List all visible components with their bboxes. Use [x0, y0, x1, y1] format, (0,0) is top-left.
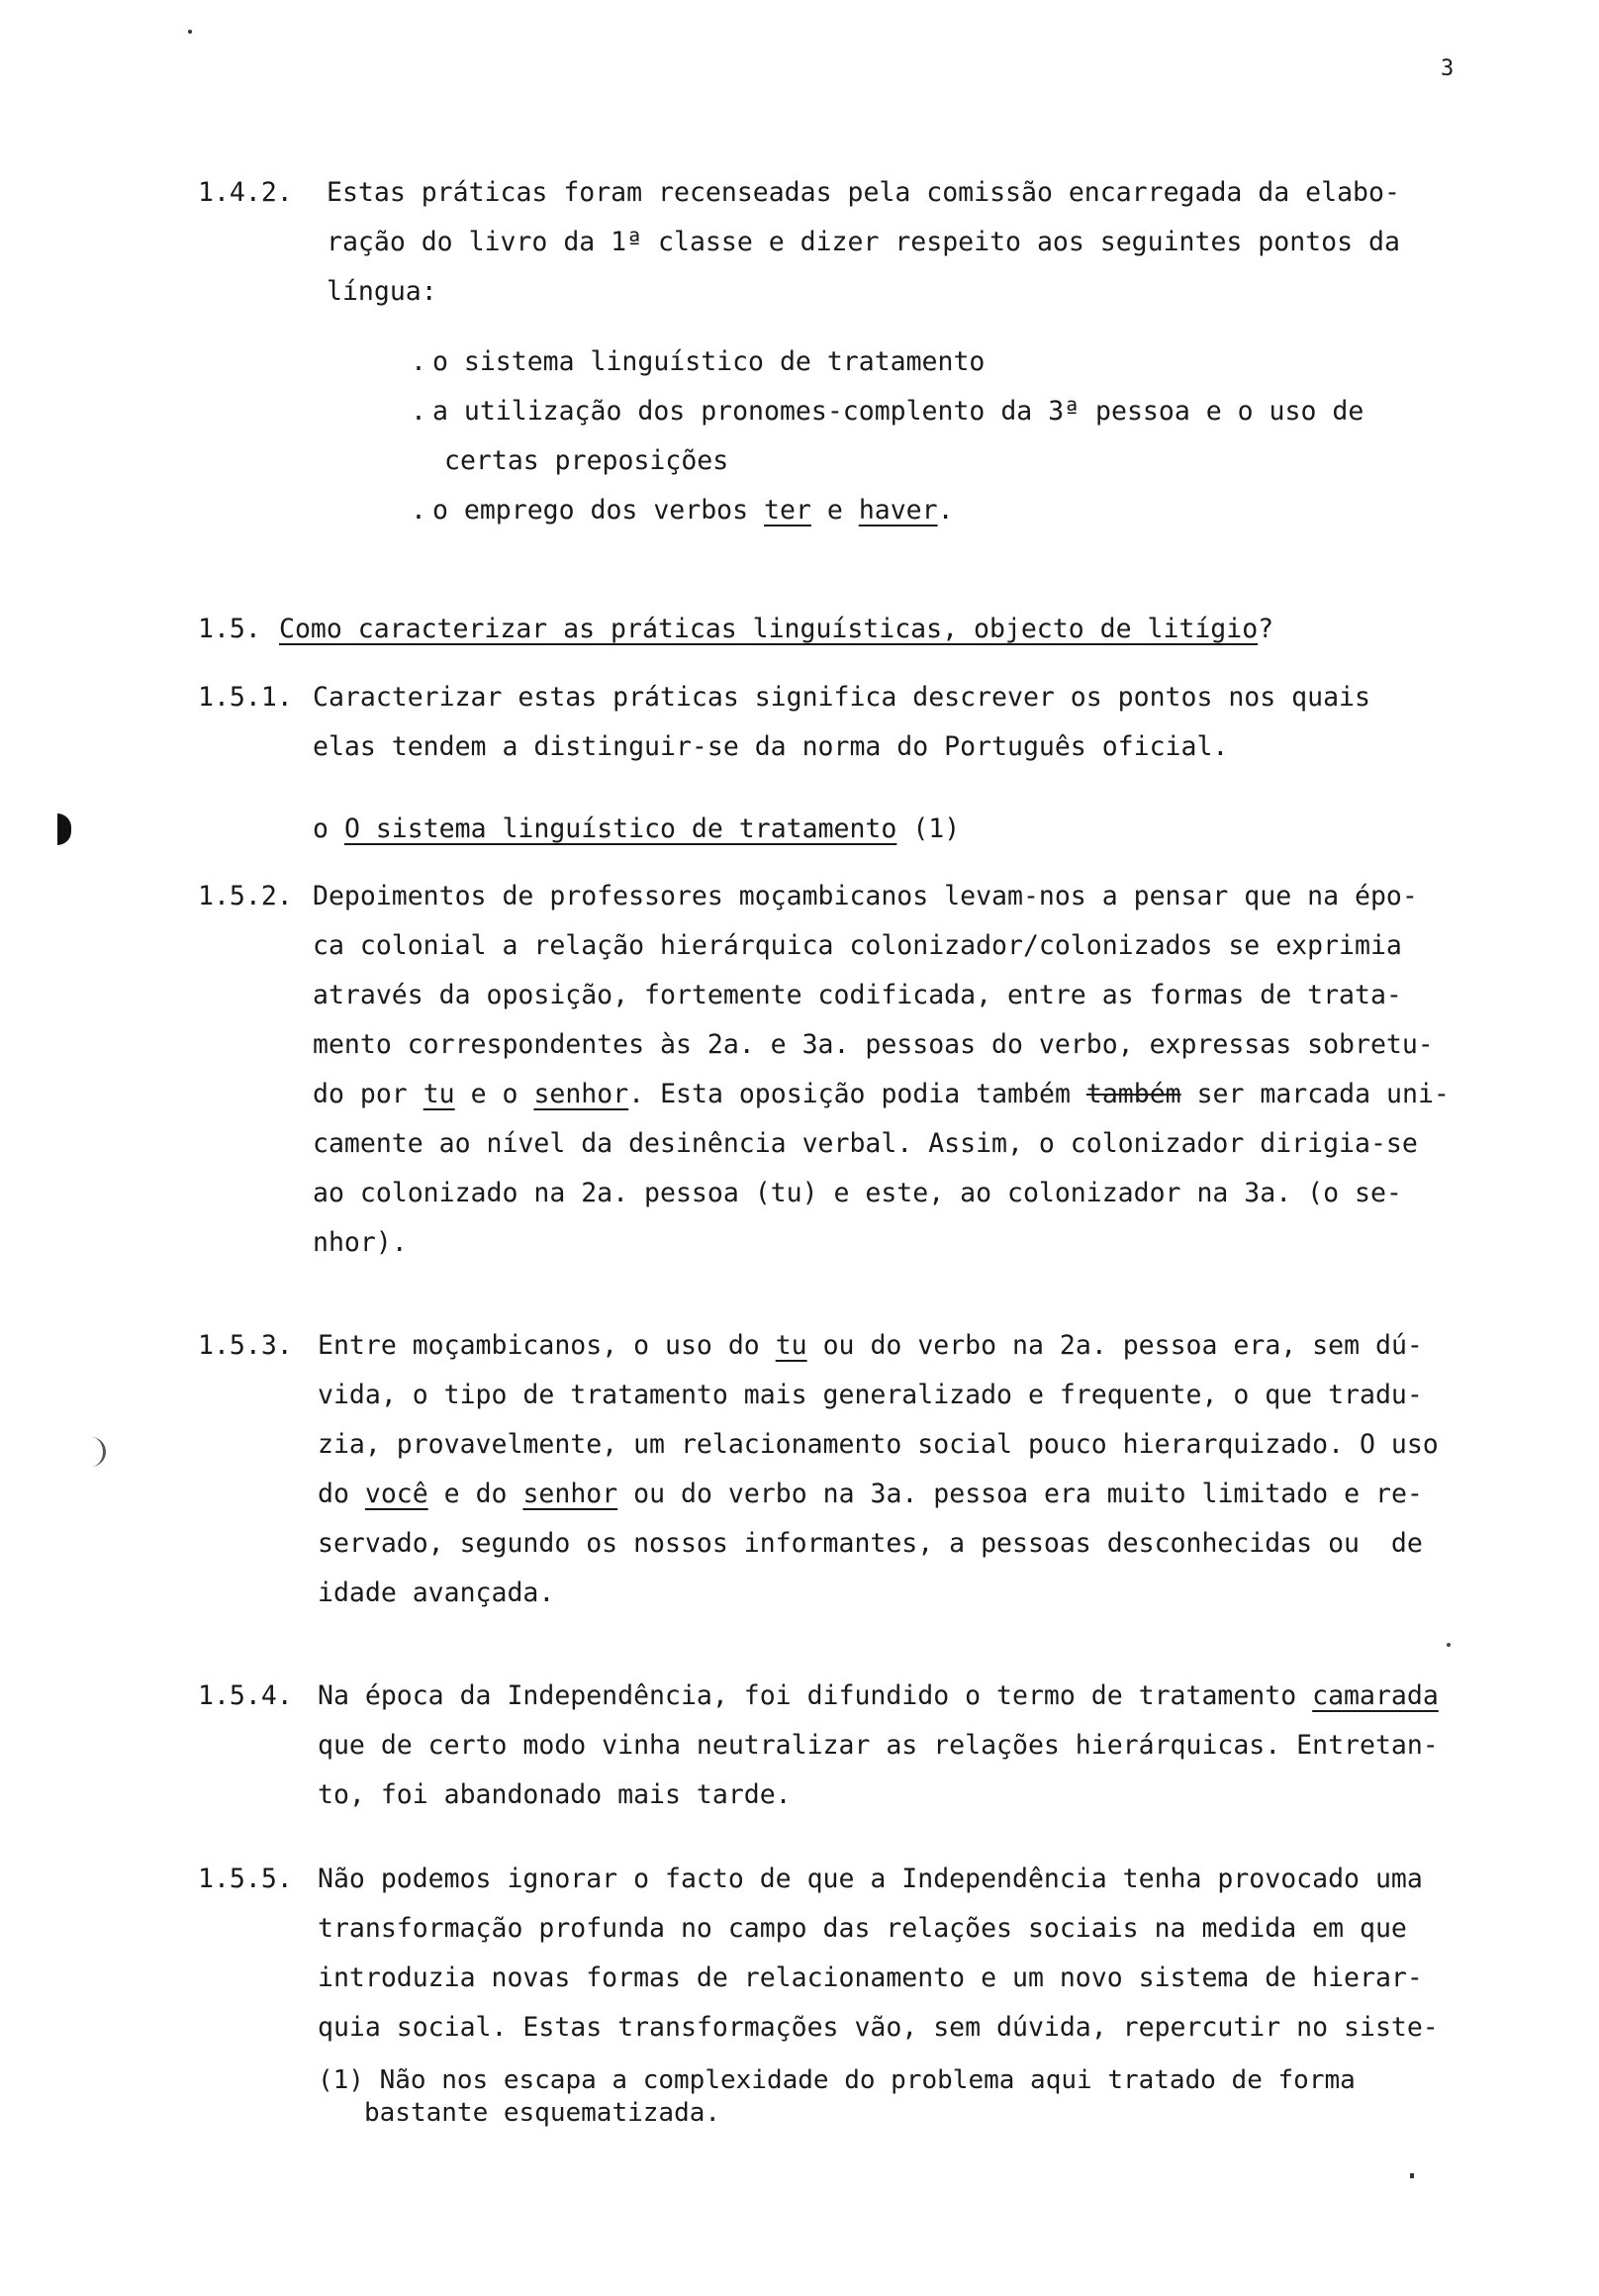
section-number: 1.5.3.	[198, 1330, 293, 1361]
footnote-line: bastante esquematizada.	[364, 2098, 721, 2128]
paragraph-line: camente ao nível da desinência verbal. Assim, o colonizador dirigia-se	[313, 1128, 1418, 1159]
paragraph-line: Caracterizar estas práticas significa descrever os pontos nos quais	[313, 682, 1370, 713]
subheading: o O sistema linguístico de tratamento (1)	[313, 813, 961, 844]
paragraph-line: ao colonizado na 2a. pessoa (tu) e este, ao colonizador na 3a. (o se-	[313, 1178, 1402, 1208]
section-heading: Como caracterizar as práticas linguísticas, objecto de litígio?	[279, 614, 1274, 644]
paragraph-line: Estas práticas foram recenseadas pela comissão encarregada da elabo-	[327, 177, 1400, 208]
section-number: 1.5.5.	[198, 1864, 293, 1894]
paragraph-line: zia, provavelmente, um relacionamento social pouco hierarquizado. O uso	[318, 1429, 1439, 1460]
section-paragraph	[313, 673, 1370, 772]
section-number: 1.5.	[198, 614, 261, 644]
underlined-term: você	[364, 1479, 428, 1509]
paragraph-line: quia social. Estas transformações vão, sem dúvida, repercutir no siste-	[318, 2012, 1439, 2043]
underlined-term: tu	[423, 1079, 455, 1109]
underlined-term: tu	[775, 1330, 807, 1361]
paragraph-line: ração do livro da 1ª classe e dizer respeito aos seguintes pontos da	[327, 227, 1400, 257]
section-paragraph-cont	[327, 218, 1400, 317]
list-item: . a utilização dos pronomes-complento da 3ª pessoa e o uso de	[411, 396, 1364, 427]
paragraph-line: do por tu e o senhor. Esta oposição podia também também ser marcada uni-	[313, 1079, 1450, 1109]
scan-speck	[1410, 2173, 1414, 2178]
section-number: 1.5.2.	[198, 881, 293, 911]
paragraph-line: servado, segundo os nossos informantes, a pessoas desconhecidas ou de	[318, 1528, 1423, 1559]
list-item: . o sistema linguístico de tratamento	[411, 346, 986, 377]
section-paragraph	[318, 1672, 1439, 1820]
paragraph-line: mento correspondentes às 2a. e 3a. pessoas do verbo, expressas sobretu-	[313, 1029, 1434, 1060]
paragraph-line: língua:	[327, 276, 437, 307]
paragraph-line: to, foi abandonado mais tarde.	[318, 1779, 792, 1810]
list-item: . o emprego dos verbos ter e haver.	[411, 495, 954, 526]
paragraph-line: elas tendem a distinguir-se da norma do Português oficial.	[313, 731, 1229, 762]
paragraph-line: nhor).	[313, 1227, 408, 1258]
scan-speck	[1447, 1643, 1451, 1647]
section-paragraph	[318, 1321, 1439, 1618]
underlined-term: haver	[858, 495, 938, 526]
footnote-line: (1) Não nos escapa a complexidade do problema aqui tratado de forma	[318, 2065, 1356, 2095]
margin-mark	[91, 1437, 106, 1467]
paragraph-line: Na época da Independência, foi difundido o termo de tratamento camarada	[318, 1680, 1439, 1711]
section-paragraph	[327, 168, 1400, 218]
section-number: 1.5.1.	[198, 682, 293, 713]
underlined-term: senhor	[533, 1079, 629, 1109]
section-number: 1.5.4.	[198, 1680, 293, 1711]
footnote	[318, 2064, 1356, 2130]
bullet-list	[411, 337, 1364, 535]
underlined-term: senhor	[522, 1479, 618, 1509]
list-item-cont: certas preposições	[444, 445, 729, 476]
paragraph-line: ca colonial a relação hierárquica colonizador/colonizados se exprimia	[313, 930, 1402, 961]
paragraph-line: vida, o tipo de tratamento mais generalizado e frequente, o que tradu-	[318, 1380, 1423, 1410]
paragraph-line: Depoimentos de professores moçambicanos levam-nos a pensar que na épo-	[313, 881, 1418, 911]
underlined-term: camarada	[1312, 1680, 1439, 1711]
paragraph-line: Entre moçambicanos, o uso do tu ou do verbo na 2a. pessoa era, sem dú-	[318, 1330, 1423, 1361]
paragraph-line: transformação profunda no campo das relações sociais na medida em que	[318, 1913, 1407, 1944]
section-paragraph	[313, 872, 1450, 1268]
margin-mark	[57, 813, 71, 845]
paragraph-line: idade avançada.	[318, 1578, 555, 1608]
paragraph-line: do você e do senhor ou do verbo na 3a. pessoa era muito limitado e re-	[318, 1479, 1423, 1509]
paragraph-line: Não podemos ignorar o facto de que a Independência tenha provocado uma	[318, 1864, 1423, 1894]
underlined-term: ter	[764, 495, 811, 526]
struck-word: também	[1085, 1079, 1181, 1109]
section-number: 1.4.2.	[198, 177, 293, 208]
paragraph-line: introduzia novas formas de relacionamento e um novo sistema de hierar-	[318, 1962, 1423, 1993]
paragraph-line: através da oposição, fortemente codificada, entre as formas de trata-	[313, 980, 1402, 1010]
scan-speck	[188, 30, 192, 34]
page-number: 3	[1441, 56, 1455, 81]
section-paragraph	[318, 1855, 1439, 2053]
paragraph-line: que de certo modo vinha neutralizar as relações hierárquicas. Entretan-	[318, 1730, 1439, 1761]
